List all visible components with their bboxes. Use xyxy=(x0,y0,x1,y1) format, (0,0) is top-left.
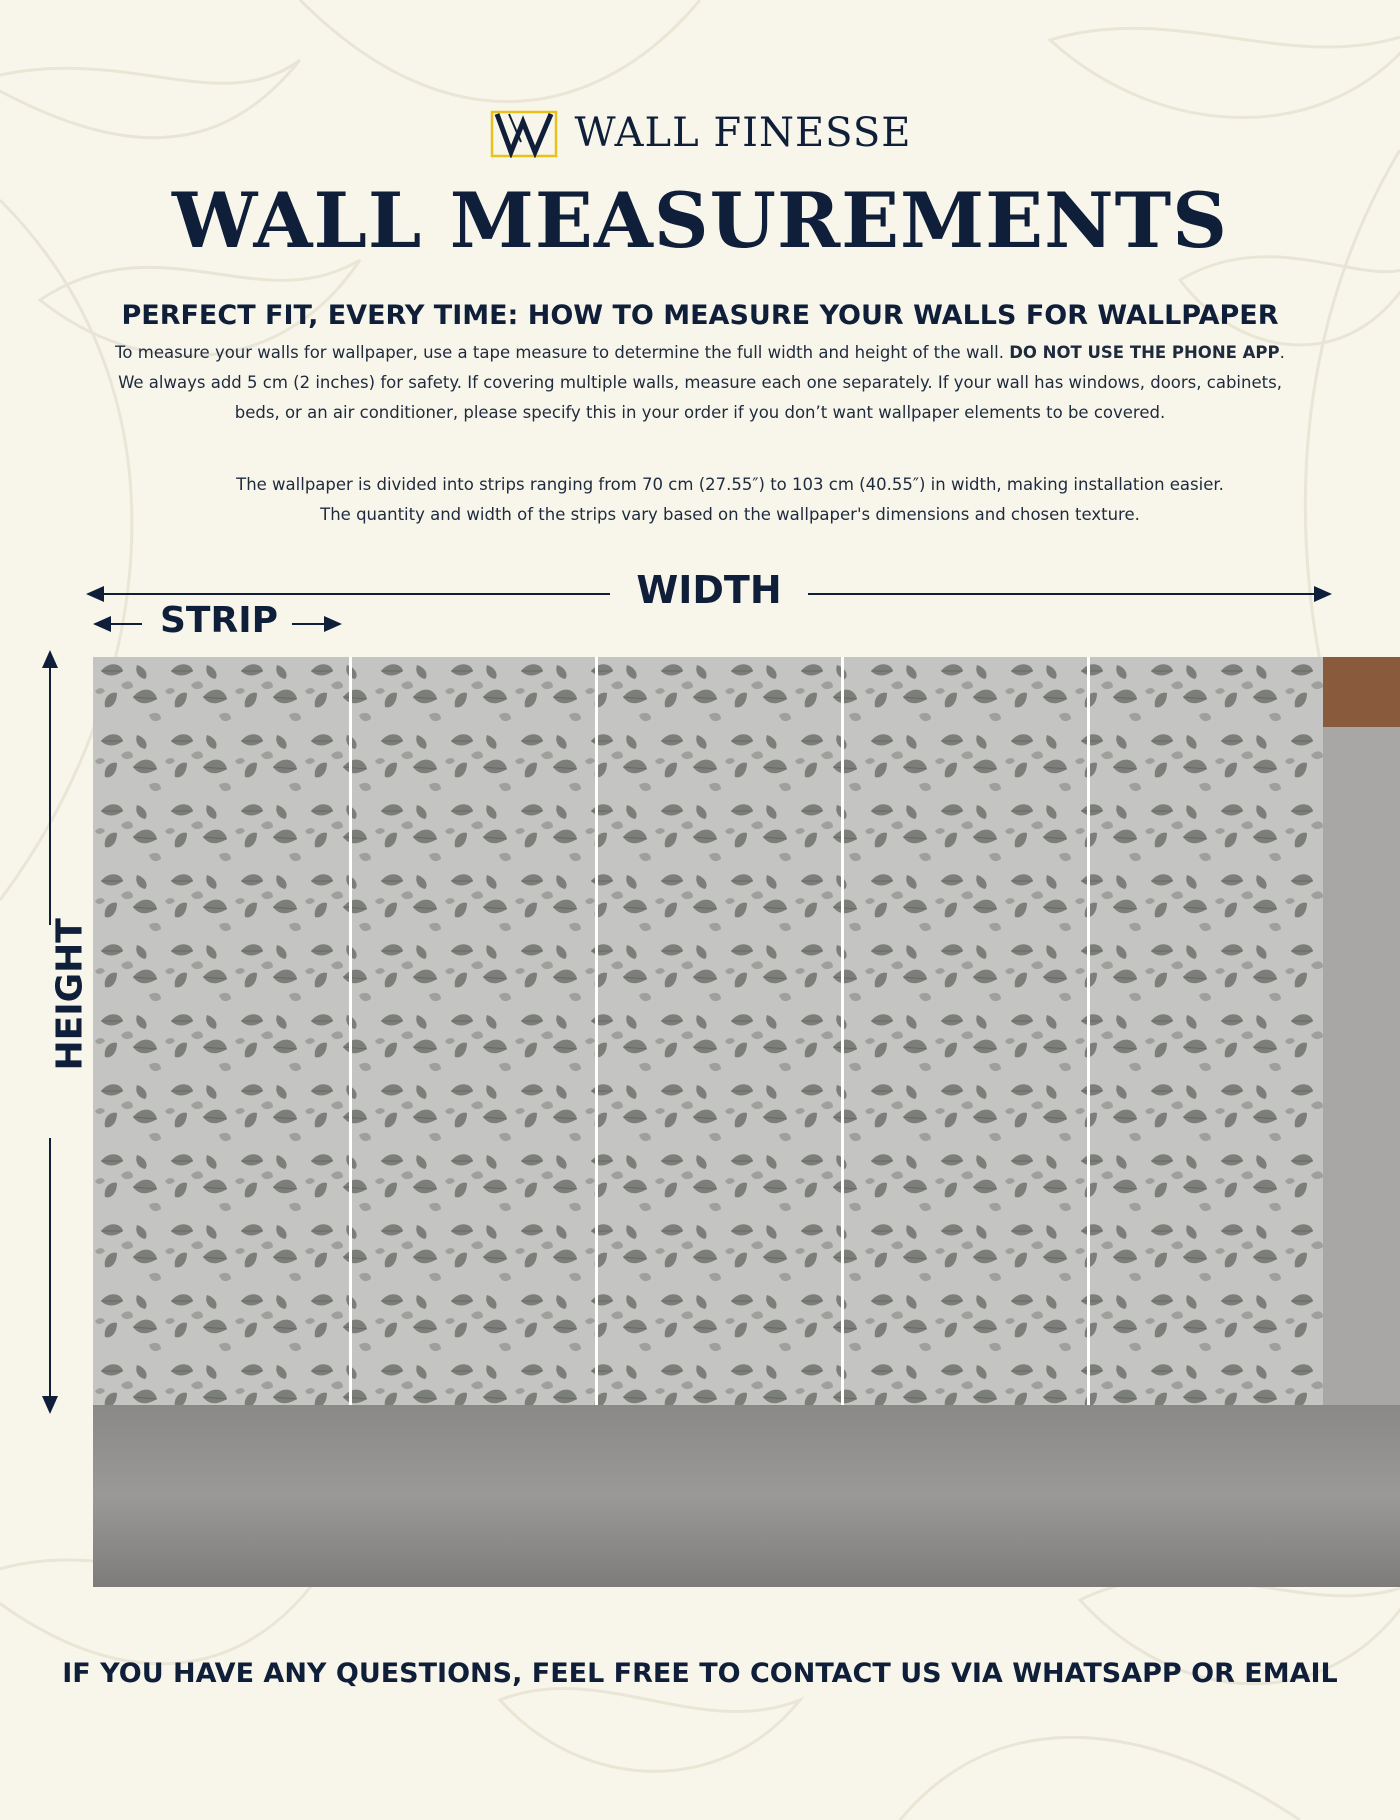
intro-period: . xyxy=(1279,343,1285,362)
page-subtitle: PERFECT FIT, EVERY TIME: HOW TO MEASURE YOUR WALLS FOR WALLPAPER xyxy=(121,300,1279,331)
concrete-floor xyxy=(93,1405,1400,1587)
contact-message: IF YOU HAVE ANY QUESTIONS, FEEL FREE TO CONTACT US VIA WHATSAPP OR EMAIL xyxy=(62,1658,1338,1689)
strips-note-line1: The wallpaper is divided into strips ranging from 70 cm (27.55″) to 103 cm (40.55″) in width, making installation easier. xyxy=(236,475,1224,494)
strip-divider xyxy=(349,657,352,1405)
strips-note-line2: The quantity and width of the strips vary based on the wallpaper's dimensions and chosen texture. xyxy=(320,505,1140,524)
intro-safety-text: We always add 5 cm (2 inches) for safety. If covering multiple walls, measure each one separately. If your wall has windows, doors, cabinets, beds, or an air conditioner, please specify this in your order if you don’t want wallpaper elements to be covered. xyxy=(118,373,1282,422)
strip-divider xyxy=(1087,657,1090,1405)
strip-label: STRIP xyxy=(160,600,278,641)
ceiling-wood xyxy=(1323,657,1400,727)
wall-scene-illustration xyxy=(93,657,1400,1587)
strip-divider xyxy=(595,657,598,1405)
width-label: WIDTH xyxy=(636,568,782,612)
wallpaper-wall xyxy=(93,657,1323,1405)
intro-text: To measure your walls for wallpaper, use a tape measure to determine the full width and height of the wall. xyxy=(115,343,1010,362)
brand-name: WALL FINESSE xyxy=(574,110,912,156)
height-label: HEIGHT xyxy=(49,918,91,1071)
strip-divider xyxy=(841,657,844,1405)
intro-warning: DO NOT USE THE PHONE APP xyxy=(1009,343,1280,362)
page-title: WALL MEASUREMENTS xyxy=(171,176,1229,265)
